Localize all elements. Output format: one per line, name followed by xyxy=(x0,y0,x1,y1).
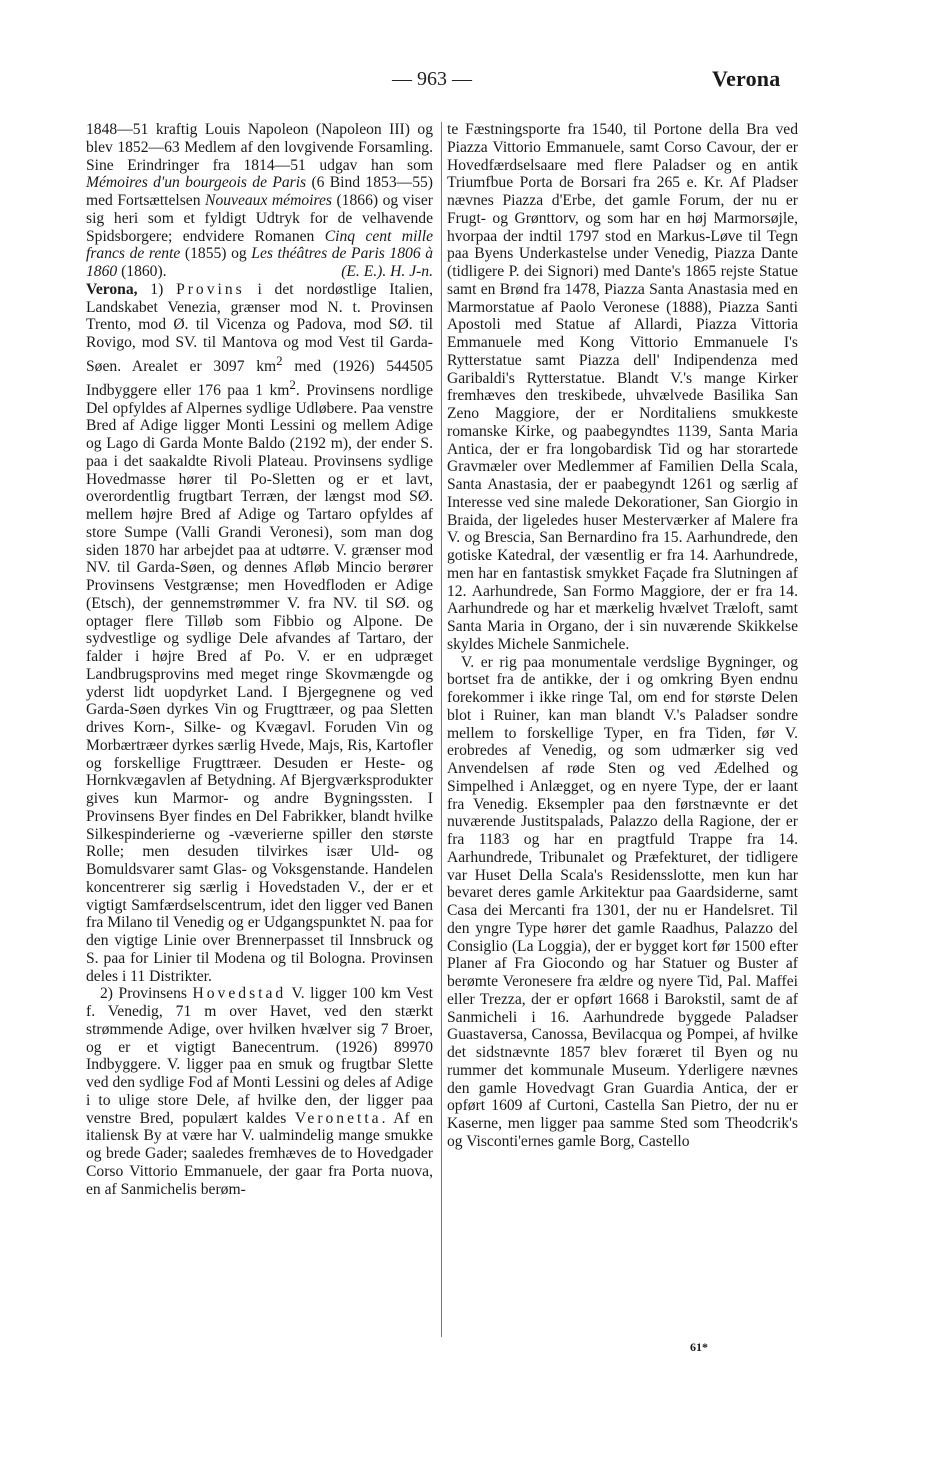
running-head: Verona xyxy=(712,66,781,91)
page-number: — 963 — xyxy=(392,68,472,90)
right-column xyxy=(447,121,798,1151)
spaced-term: Hovedstad xyxy=(192,985,287,1003)
entry-headword: Verona, xyxy=(86,280,138,298)
paragraph-dufour-continuation: 1848—51 kraftig Louis Napoleon (Napoleon III) og blev 1852—63 Medlem af den lovgivende Forsamling. Sine Erindringer fra 1814—51 udgav han som Mémoires d'un bourgeois de Paris (6 Bind 1853—55) med Fortsættelsen Nouveaux mémoires (1866) og viser sig heri som et fyldigt Udtryk for de velhavende Spidsborgere; endvidere Romanen Cinq cent mille francs de rente (1855) og Les théâtres de Paris 1806 à 1860 (1860). (E. E.). H. J-n. xyxy=(86,121,433,280)
paragraph-squares-churches: te Fæstningsporte fra 1540, til Portone della Bra ved Piazza Vittorio Emmanuele, samt Corso Cavour, der er Hovedfærdselsaare med flere Paladser og en antik Triumfbue Porta de Borsari fra 265 e. Kr. Af Pladser nævnes Piazza d'Erbe, det gamle Forum, der nu er Frugt- og Grønttorv, og som har en høj Marmorsøjle, hvorpaa der indtil 1797 stod en Markus-Løve til Tegn paa Byens Underkastelse under Venedig, Piazza Dante (tidligere P. dei Signori) med Dante's 1865 rejste Statue samt en Brønd fra 1478, Piazza Santa Anastasia med en Marmorstatue af Paolo Veronese (1888), Piazza Santi Apostoli med Statue af Allardi, Piazza Vittoria Emmanuele med Kong Vittorio Emmanuele I's Rytterstatue samt Piazza dell' Indipendenza med Garibaldi's Rytterstatue. Blandt V.'s mange Kirker fremhæves den treskibede, uhvælvede Basilika San Zeno Maggiore, der er Norditaliens smukkeste romanske Kirke, og paabegyndtes 1139, Santa Maria Antica, der er fra longobardisk Tid og har storartede Gravmæler over Medlemmer af Familien Della Scala, Santa Anastasia, der er paabegyndt 1261 og særlig af Interesse ved sine malede Dekorationer, San Giorgio in Braida, der ligeledes huser Mesterværker af Malere fra V. og Brescia, San Bernardino fra 15. Aarhundrede, den gotiske Katedral, der væsentlig er fra 14. Aarhundrede, men har en fantastisk smykket Façade fra Slutningen af 12. Aarhundrede, San Formo Maggiore, der er fra 14. Aarhundrede og har et mærkelig hvælvet Træloft, samt Santa Maria in Organo, der i sin nuværende Skikkelse skyldes Michele Sanmichele. xyxy=(447,121,798,653)
left-column xyxy=(86,121,433,1198)
column-divider xyxy=(441,122,442,1337)
page-header xyxy=(0,68,928,98)
spaced-term: Provins xyxy=(176,280,245,298)
italic-title: Nouveaux mémoires xyxy=(205,192,332,209)
author-reference: (E. E.). H. J-n. xyxy=(341,263,433,280)
signature-mark: 61* xyxy=(690,1340,708,1354)
italic-title: Cinq cent mille francs de rente xyxy=(86,227,433,263)
paragraph-verona-province: Verona, 1) Provins i det nordøstlige Italien, Landskabet Venezia, grænser mod N. t. Provinsen Trento, mod Ø. til Vicenza og Padova, mod SØ. til Rovigo, mod SV. til Mantova og mod Vest til Garda-Søen. Arealet er 3097 $km^2$ med (1926) 544505 Indbyggere eller 176 paa 1 $km^2$. Provinsens nordlige Del opfyldes af Alpernes sydlige Udløbere. Paa venstre Bred af Adige ligger Monti Lessini og mellem Adige og Lago di Garda Monte Baldo (2192 m), der ender S. paa i det saakaldte Rivoli Plateau. Provinsens sydlige Hovedmasse hører til Po-Sletten og er et lavt, overordentlig frugtbart Terræn, der længst mod SØ. mellem højre Bred af Adige og Tartaro opfyldes af store Sumpe (Valli Grandi Veronesi), som man dog siden 1870 har arbejdet paa at udtørre. V. grænser mod NV. til Garda-Søen, og dennes Afløb Mincio berører Provinsens Vestgrænse; men Hovedfloden er Adige (Etsch), der gennemstrømmer V. fra NV. til SØ. og optager flere Tilløb som Fibbio og Alpone. De sydvestlige og sydlige Dele afvandes af Tartaro, der falder i højre Bred af Po. V. er en udpræget Landbrugsprovins med meget ringe Skovmængde og yderst lidt uopdyrket Land. I Bjergegnene og ved Garda-Søen dyrkes Vin og Frugttræer, og paa Sletten drives Korn-, Silke- og Kvægavl. Foruden Vin og Morbærtræer dyrkes særlig Hvede, Majs, Ris, Kartofler og forskellige Frugttræer. Desuden er Heste- og Hornkvægavlen af Betydning. Af Bjergværksprodukter gives kun Marmor- og andre Bygningssten. I Provinsens Byer findes en Del Fabrikker, blandt hvilke Silkespinderierne og -væverierne spiller den største Rolle; men desuden tilvirkes især Uld- og Bomuldsvarer samt Glas- og Voksgenstande. Handelen koncentrerer sig særlig i Hovedstaden V., der er et vigtigt Samfærdselscentrum, idet den ligger ved Banen fra Milano til Venedig og er Udgangspunktet N. paa for den vigtige Linie over Brennerpasset til Innsbruck og S. paa for Linier til Modena og til Bologna. Provinsen deles i 11 Distrikter. xyxy=(86,280,433,985)
italic-title: Mémoires d'un bourgeois de Paris xyxy=(86,174,307,192)
italic-title: Les théâtres de Paris 1806 à 1860 xyxy=(86,245,433,280)
paragraph-secular-buildings: V. er rig paa monumentale verdslige Bygninger, og bortset fra de antikke, der i og omkring Byen endnu forekommer i ikke ringe Tal, om end for største Delen blot i Ruiner, kan man blandt V.'s Paladser sondre mellem to forskellige Typer, en fra Tiden, før V. erobredes af Venedig, og som udmærker sig ved Anvendelsen af røde Sten og ved Ædelhed og Simpelhed i Anlægget, og en nyere Type, der er laant fra Venedig. Eksempler paa den førstnævnte er det nuværende Justitspalads, Palazzo della Ragione, der er fra 1183 og har en pragtfuld Trappe fra 14. Aarhundrede, Tribunalet og Præfekturet, der tidligere var Huset Della Scala's Residensslotte, men kun har bevaret deres gamle Arkitektur paa Gaardsiderne, samt Casa dei Mercanti fra 1301, der nu er Handelsret. Til den yngre Type hører det gamle Raadhus, Palazzo del Consiglio (La Loggia), der er bygget kort før 1500 efter Planer af Fra Giocondo og har Statuer og Buster af berømte Veronesere fra ældre og nyere Tid, Pal. Maffei eller Trezza, der er opført 1668 i Barokstil, samt de af Sanmicheli i 16. Aarhundrede byggede Paladser Guastaversa, Canossa, Bevilacqua og Pompei, af hvilke det sidstnævnte 1857 blev foræret til Byen og nu rummer det kommunale Museum. Yderligere nævnes den gamle Hovedvagt Gran Guardia Antica, der er opført 1609 af Curtoni, Castella San Pietro, der nu er Kaserne, men ligger paa samme Sted som Theodcrik's og Visconti'ernes gamle Borg, Castello xyxy=(447,653,798,1150)
spaced-term: Veronetta xyxy=(294,1109,382,1127)
paragraph-verona-city: 2) Provinsens Hovedstad V. ligger 100 km Vest f. Venedig, 71 m over Havet, ved den stærkt strømmende Adige, over hvilken hvælver sig 7 Broer, og er et vigtigt Banecentrum. (1926) 89970 Indbyggere. V. ligger paa en smuk og frugtbar Slette ved den sydlige Fod af Monti Lessini og deles af Adige i to ulige store Dele, af hvilke den, der ligger paa venstre Bred, populært kaldes Veronetta. Af en italiensk By at være har V. ualmindelig mange smukke og brede Gader; saaledes fremhæves de to Hovedgader Corso Vittorio Emmanuele, der gaar fra Porta nuova, en af Sanmichelis berøm- xyxy=(86,985,433,1198)
